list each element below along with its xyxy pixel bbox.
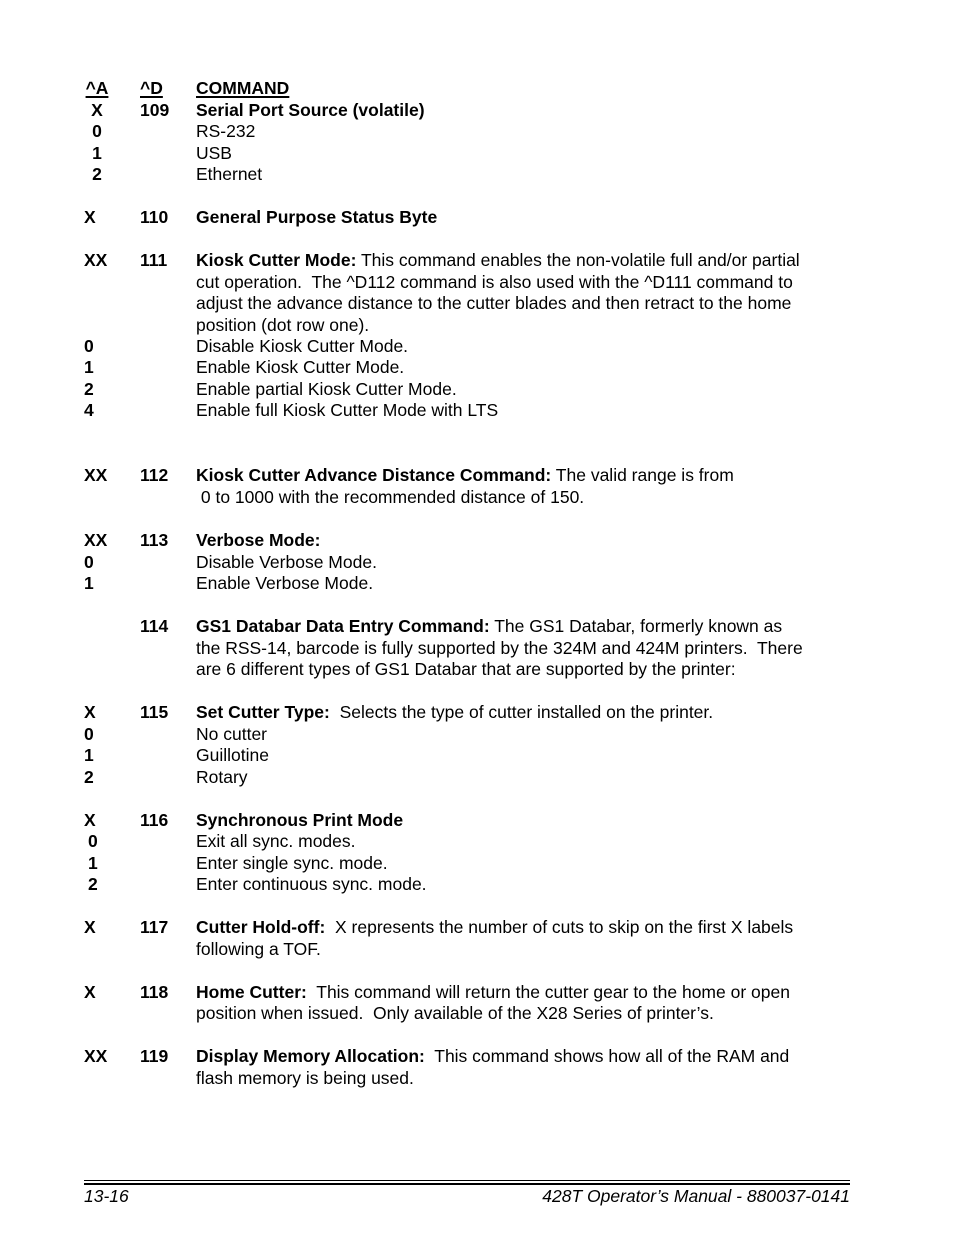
option-text: No cutter [196,724,267,744]
entry-d: 117 [140,917,169,937]
entry-desc: X represents the number of cuts to skip on the first X labels [325,917,794,937]
footer-rule [84,1180,850,1181]
option-value: 1 [92,143,102,163]
entry-title-line [196,465,734,486]
footer-rule [84,1183,850,1185]
entry-title: GS1 Databar Data Entry Command: [196,616,490,636]
entry-title: Display Memory Allocation: [196,1046,425,1066]
entry-desc: adjust the advance distance to the cutter blades and then retract to the home [196,293,792,313]
entry-desc: cut operation. The ^D112 command is also used with the ^D111 command to [196,272,793,292]
entry-title-line [196,917,793,938]
option-text: Enable Verbose Mode. [196,573,374,593]
entry-desc: This command will return the cutter gear to the home or open [306,982,790,1002]
option-text: Enable full Kiosk Cutter Mode with LTS [196,400,499,420]
entry-desc: position (dot row one). [196,315,370,335]
entry-d: 110 [140,207,169,227]
entry-desc: the RSS-14, barcode is fully supported by the 324M and 424M printers. There [196,638,803,658]
entry-a: X [84,982,96,1002]
entry-d: 114 [140,616,169,636]
option-text: Disable Verbose Mode. [196,552,377,572]
manual-title: 428T Operator’s Manual - 880037-0141 [542,1186,850,1206]
entry-d: 116 [140,810,169,830]
option-value: 1 [88,853,98,873]
option-value: 1 [84,357,94,377]
entry-desc: This command enables the non-volatile full and/or partial [356,250,800,270]
entry-a: X [84,810,96,830]
option-text: Ethernet [196,164,263,184]
entry-d: 115 [140,702,169,722]
option-value: 2 [84,767,94,787]
entry-desc: 0 to 1000 with the recommended distance of 150. [196,487,585,507]
option-value: 1 [84,745,94,765]
entry-title: Synchronous Print Mode [196,810,404,830]
entry-title: Serial Port Source (volatile) [196,100,425,120]
entry-title-line [196,982,790,1003]
entry-a: X [84,207,96,227]
entry-a: XX [84,530,108,550]
entry-title: Verbose Mode: [196,530,321,550]
entry-desc: The GS1 Databar, formerly known as [489,616,783,636]
option-value: 0 [84,552,94,572]
entry-a: XX [84,250,108,270]
option-value: 0 [84,724,94,744]
entry-title: Kiosk Cutter Mode: [196,250,357,270]
entry-a: X [84,917,96,937]
entry-d: 112 [140,465,169,485]
option-text: Exit all sync. modes. [196,831,356,851]
entry-desc: Selects the type of cutter installed on the printer. [329,702,714,722]
option-value: 2 [84,379,94,399]
option-text: Enter continuous sync. mode. [196,874,427,894]
option-text: Enable partial Kiosk Cutter Mode. [196,379,457,399]
entry-title-line [196,702,713,723]
option-text: Enable Kiosk Cutter Mode. [196,357,405,377]
option-text: USB [196,143,232,163]
option-value: 0 [92,121,102,141]
entry-title: Home Cutter: [196,982,307,1002]
entry-a: XX [84,1046,108,1066]
option-value: 4 [84,400,94,420]
col-header-d: ^D [140,78,163,98]
entry-desc: following a TOF. [196,939,321,959]
entry-title-line [196,616,782,637]
entry-d: 119 [140,1046,169,1066]
entry-a: X [91,100,103,120]
entry-title: Kiosk Cutter Advance Distance Command: [196,465,552,485]
entry-d: 118 [140,982,169,1002]
option-value: 0 [84,336,94,356]
page-number: 13-16 [84,1186,129,1206]
entry-a: X [84,702,96,722]
entry-title: Set Cutter Type: [196,702,330,722]
col-header-command: COMMAND [196,78,290,98]
entry-title: General Purpose Status Byte [196,207,438,227]
option-text: Guillotine [196,745,269,765]
entry-desc: are 6 different types of GS1 Databar that are supported by the printer: [196,659,736,679]
option-value: 2 [92,164,102,184]
option-text: Enter single sync. mode. [196,853,388,873]
option-value: 0 [88,831,98,851]
option-value: 2 [88,874,98,894]
entry-desc: The valid range is from [551,465,734,485]
entry-title: Cutter Hold-off: [196,917,326,937]
option-text: Disable Kiosk Cutter Mode. [196,336,409,356]
option-value: 1 [84,573,94,593]
entry-desc: position when issued. Only available of the X28 Series of printer’s. [196,1003,714,1023]
option-text: RS-232 [196,121,256,141]
entry-a: XX [84,465,108,485]
entry-d: 111 [140,250,168,270]
option-text: Rotary [196,767,248,787]
entry-desc: This command shows how all of the RAM and [424,1046,790,1066]
entry-desc: flash memory is being used. [196,1068,414,1088]
entry-d: 109 [140,100,170,120]
entry-title-line [196,250,800,271]
col-header-a: ^A [85,78,109,98]
entry-title-line [196,1046,789,1067]
entry-d: 113 [140,530,169,550]
